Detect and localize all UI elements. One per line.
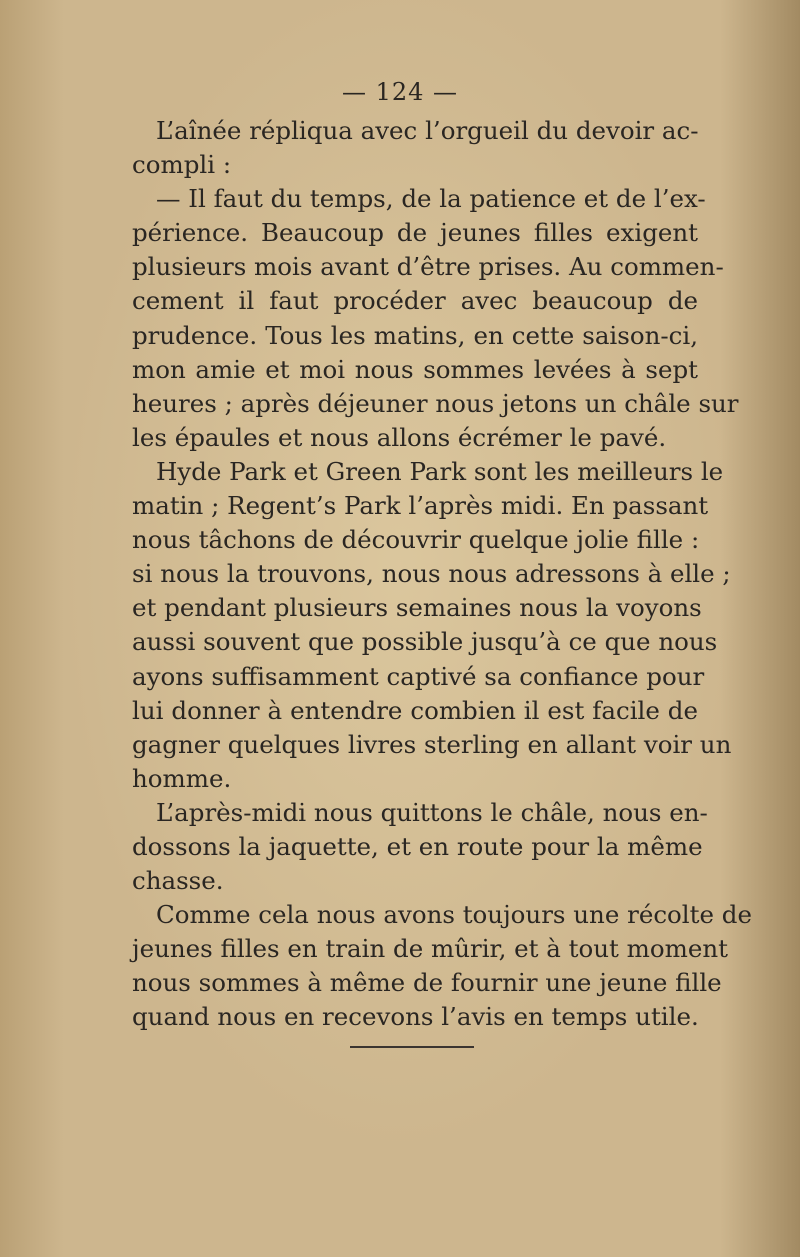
text-line: et pendant plusieurs semaines nous la voyons	[132, 593, 702, 623]
text-line: L’aînée répliqua avec l’orgueil du devoir ac-	[156, 116, 699, 145]
text-line: L’après-midi nous quittons le châle, nous en-	[156, 797, 708, 827]
text-line: heures ; après déjeuner nous jetons un châle sur	[132, 388, 739, 418]
end-rule	[350, 1046, 474, 1048]
text-line: chasse.	[132, 866, 224, 896]
text-line: lui donner à entendre combien il est facile de	[132, 695, 698, 725]
text-line: matin ; Regent’s Park l’après midi. En passant	[132, 491, 709, 521]
text-line: nous sommes à même de fournir une jeune fille	[132, 968, 722, 998]
body-text	[132, 114, 752, 1035]
text-line: quand nous en recevons l’avis en temps utile.	[132, 1002, 699, 1032]
text-line: plusieurs mois avant d’être prises. Au commen-	[132, 252, 724, 282]
page-number: — 124 —	[341, 78, 459, 106]
text-line: mon amie et moi nous sommes levées à sept	[132, 354, 698, 384]
text-line: périence. Beaucoup de jeunes filles exigent	[132, 218, 698, 248]
text-line: gagner quelques livres sterling en allant voir un	[132, 729, 732, 759]
text-line: homme.	[132, 763, 232, 793]
text-line: dossons la jaquette, et en route pour la même	[132, 831, 703, 861]
text-line: Comme cela nous avons toujours une récolte de	[156, 900, 752, 930]
text-line: les épaules et nous allons écrémer le pavé.	[132, 422, 667, 452]
text-line: Hyde Park et Green Park sont les meilleurs le	[156, 456, 724, 486]
text-line: prudence. Tous les matins, en cette saison-ci,	[132, 320, 698, 350]
text-line: ayons suffisamment captivé sa confiance pour	[132, 661, 705, 691]
text-line: si nous la trouvons, nous nous adressons à elle ;	[132, 559, 731, 589]
text-line: cement il faut procéder avec beaucoup de	[132, 286, 698, 316]
text-line: nous tâchons de découvrir quelque jolie fille :	[132, 525, 700, 555]
text-line: jeunes filles en train de mûrir, et à tout moment	[132, 934, 729, 964]
text-line: compli :	[132, 150, 232, 180]
text-line: — Il faut du temps, de la patience et de l’ex-	[156, 184, 706, 214]
text-line: aussi souvent que possible jusqu’à ce que nous	[132, 627, 718, 657]
